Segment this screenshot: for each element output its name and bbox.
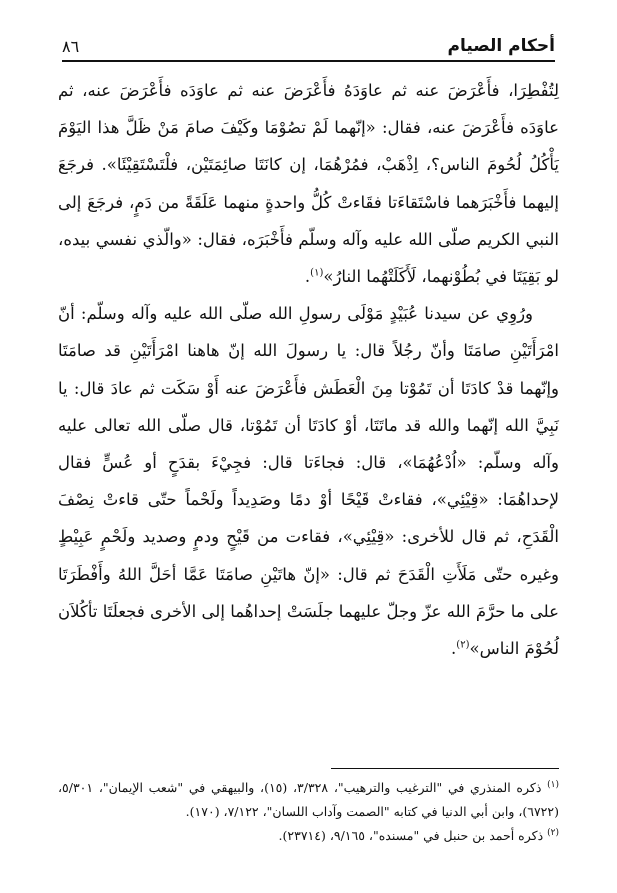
header-rule xyxy=(62,60,555,62)
page-number: ٨٦ xyxy=(62,37,80,56)
paragraph-2-text: ورُوِي عن سيدنا عُبَيْدٍ مَوْلَى رسولِ الله صلّى الله عليه وآله وسلّم: أنّ امْرَأَتَيْنِ صامَتَا وأنّ رجُلاً قال: يا رسولَ الله إنّ هاهنا امْرَأَتَيْنِ قد صامَتَا وإنّهما قدْ كادَتَا أن تَمُوْتا مِنَ الْعَطَش فأَعْرَضَ عنه أَوْ سَكَت ثم عادَ قال: يا نَبِيَّ الله إنّهما والله قد ماتَتَا، أوْ كادَتَا أن تَمُوْتا، قال صلّى الله تعالى عليه وآله وسلّم: «اُدْعُهُمَا»، قال: فجاءَتا قال: فجِيْءَ بقدَحٍ أو عُسٍّ فقال لإحداهُمَا: «قِيْئِي»، فقاءتْ قَيْحًا أوْ دمًا وصَدِيداً ولَحْماً حتّى قاءتْ نِصْفَ الْقَدَحِ، ثم قال للأخرى: «قِيْئِي»، فقاءت من قَيْحٍ ودمٍ وصديد ولَحْمٍ عَبِيْطٍ وغيره حتّى مَلَأَتِ الْقَدَحَ ثم قال: «إنّ هاتَيْنِ صامَتَا عَمَّا أحَلَّ اللهُ وأَفْطَرَتَا على ما حرَّمَ الله عزّ وجلّ عليهما جلَسَتْ إحداهُما إلى الأخرى فجعلَتَا تأكُلاَن لُحُوْمَ الناس» xyxy=(58,304,559,659)
paragraph-1-end: . xyxy=(304,267,311,287)
running-title: أحكام الصيام xyxy=(447,36,555,56)
footnote-2 xyxy=(58,824,559,848)
footnote-1 xyxy=(58,776,559,824)
footnote-ref-2[interactable]: (٢) xyxy=(456,639,470,651)
paragraph-2 xyxy=(58,295,559,667)
paragraph-1-text: لِتُفْطِرَا، فأَعْرَضَ عنه ثم عاوَدَهُ فأَعْرَضَ عنه ثم عاوَدَه فأَعْرَضَ عنه، ثم عاوَدَه فأَعْرَضَ عنه، فقال: «إنّهما لَمْ تصُوْمَا وكَيْفَ صامَ مَنْ ظَلَّ هذا اليَوْمَ يَأْكُلُ لُحُومَ الناس؟، اِذْهَبْ، فمُرْهُمَا، إن كانَتَا صائِمَتَيْن، فلْتَسْتَقِيْئَا». فرجَعَ إليهما فأَخْبَرَهما فاسْتَقاءَتا فقَاءتْ كُلُّ واحدةٍ منهما عَلَقَةً من دَمٍ، فرجَعَ إلى النبي الكريم صلّى الله عليه وآله وسلّم فأَخْبَرَه، فقال: «والّذي نفسي بيده، لو بَقِيَتَا في بُطُوْنهما، لَأَكَلَتْهُما النارُ» xyxy=(58,81,559,287)
main-text xyxy=(58,72,559,667)
footnote-2-mark: (٢) xyxy=(547,827,559,838)
footnote-1-mark: (١) xyxy=(547,779,559,790)
paragraph-1 xyxy=(58,72,559,295)
footnote-2-text: ذكره أحمد بن حنبل في "مسنده"، ٩/١٦٥، (٢٣٧١٤). xyxy=(278,828,544,843)
page-header xyxy=(62,22,555,56)
footnote-1-text: ذكره المنذري في "الترغيب والترهيب"، ٣/٣٢٨، (١٥)، والبيهقي في "شعب الإيمان"، ٥/٣٠١، (٦٧٢٢)، وابن أبي الدنيا في كتابه "الصمت وآداب اللسان"، ٧/١٢٢، (١٧٠). xyxy=(58,780,559,819)
footnotes xyxy=(58,776,559,848)
footnote-ref-1[interactable]: (١) xyxy=(310,267,324,279)
paragraph-2-end: . xyxy=(451,639,457,659)
footnote-separator xyxy=(331,768,559,769)
